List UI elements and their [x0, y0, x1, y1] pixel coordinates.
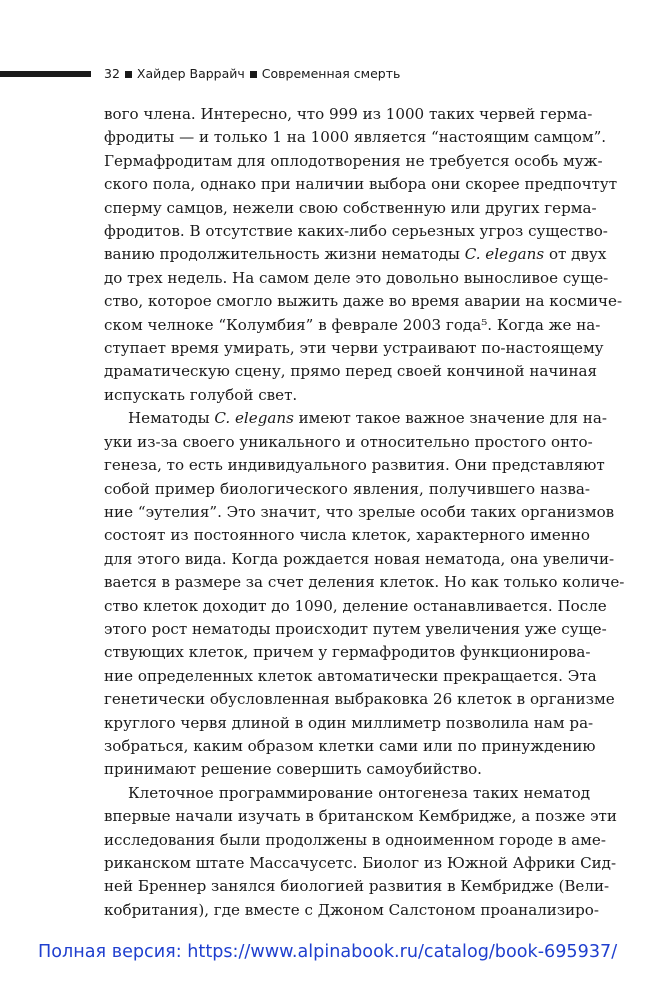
text-line: впервые начали изучать в британском Кембридже, а позже эти [104, 807, 617, 826]
text-line: ствующих клеток, причем у гермафродитов функционирова- [104, 643, 591, 662]
text-line: до трех недель. На самом деле это довольно выносливое суще- [104, 268, 609, 287]
square-bullet-icon [250, 71, 257, 78]
page-number: 32 [104, 66, 120, 81]
header-author: Хайдер Варрайч [136, 66, 245, 81]
text-line: ство клеток доходит до 1090, деление останавливается. После [104, 596, 607, 615]
text-line: ского пола, однако при наличии выбора они скорее предпочтут [104, 175, 618, 194]
species-name: C. elegans [464, 245, 545, 264]
text-line: генетически обусловленная выбраковка 26 клеток в организме [104, 690, 615, 709]
text-line: ванию продолжительность жизни нематоды C. elegans от двух [104, 245, 607, 264]
text-line: ней Бреннер занялся биологией развития в Кембридже (Вели- [104, 877, 610, 896]
running-header [0, 63, 664, 85]
header-text [104, 63, 400, 85]
text-line: собой пример биологического явления, получившего назва- [104, 479, 590, 498]
text-line: кобритания), где вместе с Джоном Салстоном проанализиро- [104, 900, 599, 919]
text-line: состоят из постоянного числа клеток, характерного именно [104, 526, 590, 545]
text-line: вого члена. Интересно, что 999 из 1000 таких червей герма- [104, 105, 593, 123]
header-rule-bar [0, 71, 91, 77]
text-line: исследования были продолжены в одноименном городе в аме- [104, 830, 606, 849]
text-line: сперму самцов, нежели свою собственную или других герма- [104, 198, 597, 217]
text-line: фродитов. В отсутствие каких-либо серьезных угроз существо- [104, 222, 608, 241]
text-line: ском челноке “Колумбия” в феврале 2003 года⁵. Когда же на- [104, 315, 601, 334]
text-line: ние определенных клеток автоматически прекращается. Эта [104, 666, 597, 685]
text-line: драматическую сцену, прямо перед своей кончиной начиная [104, 362, 598, 381]
text-line: вается в размере за счет деления клеток. Но как только количе- [104, 573, 625, 592]
text-line: риканском штате Массачусетс. Биолог из Южной Африки Сид- [104, 854, 617, 872]
text-line: Гермафродитам для оплодотворения не требуется особь муж- [104, 151, 603, 170]
text-line: этого рост нематоды происходит путем увеличения уже суще- [104, 619, 607, 638]
square-bullet-icon [125, 71, 132, 78]
text-line: принимают решение совершить самоубийство. [104, 760, 482, 779]
text-line: ние “эутелия”. Это значит, что зрелые особи таких организмов [104, 502, 615, 521]
full-version-link[interactable]: Полная версия: https://www.alpinabook.ru/catalog/book-695937/ [38, 942, 618, 962]
text-line: круглого червя длиной в один миллиметр позволила нам ра- [104, 713, 594, 732]
text-line: для этого вида. Когда рождается новая нематода, она увеличи- [104, 549, 615, 568]
header-book-title: Современная смерть [261, 66, 401, 81]
text-line: ство, которое смогло выжить даже во время аварии на космиче- [104, 292, 623, 311]
text-line: зобраться, каким образом клетки сами или по принуждению [104, 736, 596, 755]
species-name: C. elegans [214, 409, 294, 428]
text-line: ступает время умирать, эти черви устраивают по-настоящему [104, 339, 604, 358]
text-line: генеза, то есть индивидуального развития. Они представляют [104, 456, 605, 475]
paragraph-start-line: Клеточное программирование онтогенеза таких нематод [128, 783, 590, 802]
text-line: испускать голубой свет. [104, 385, 298, 404]
page-body [104, 103, 625, 922]
text-line: фродиты — и только 1 на 1000 является “настоящим самцом”. [104, 128, 607, 147]
paragraph-start-line: Нематоды C. elegans имеют такое важное значение для на- [128, 409, 607, 428]
text-line: уки из-за своего уникального и относительно простого онто- [104, 432, 593, 451]
